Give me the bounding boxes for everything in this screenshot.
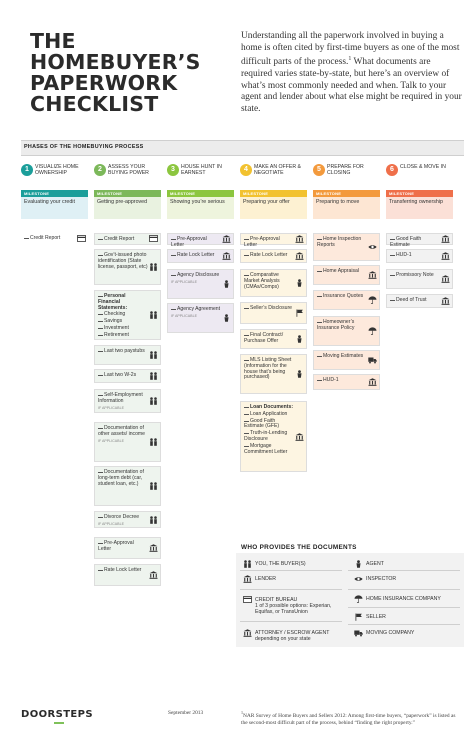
card-icon	[242, 596, 252, 606]
title-line: HOMEBUYER’S	[30, 50, 201, 74]
bank-icon	[441, 275, 450, 283]
logo-underline	[54, 722, 64, 724]
bank-icon	[441, 235, 450, 243]
checklist-item[interactable]: Agency Agreement IF APPLICABLE	[167, 303, 234, 333]
divider	[240, 589, 342, 590]
person-icon	[295, 370, 304, 378]
milestone-header: MILESTONE	[313, 190, 380, 197]
checklist-item[interactable]: Insurance Quotes	[313, 290, 380, 310]
people-icon	[149, 482, 158, 490]
bank-icon	[242, 575, 252, 586]
people-icon	[149, 263, 158, 271]
provider-truck: MOVING COMPANY	[366, 630, 462, 636]
phase-label: HOUSE HUNT IN EARNEST	[181, 164, 222, 177]
publish-date: September 2013	[168, 710, 204, 716]
milestone-text: Showing you’re serious	[167, 197, 234, 219]
title-line: PAPERWORK	[30, 71, 178, 95]
if-applicable-note: IF APPLICABLE	[171, 279, 197, 284]
checklist-item[interactable]: Comparative Market Analysis (CMAs/Comps)	[240, 269, 307, 297]
phase-number: 2	[94, 164, 106, 176]
bank-icon	[222, 252, 231, 260]
checklist-item[interactable]: Agency Disclosure IF APPLICABLE	[167, 269, 234, 299]
umbrella-icon	[368, 296, 377, 304]
umbrella-icon	[353, 595, 363, 606]
checklist-item[interactable]: Pre-Approval Letter	[94, 537, 161, 559]
phases-heading: PHASES OF THE HOMEBUYING PROCESS	[24, 144, 144, 150]
provider-people: YOU, THE BUYER(S)	[255, 561, 345, 567]
person-icon	[295, 335, 304, 343]
phase-label: MAKE AN OFFER & NEGOTIATE	[254, 164, 301, 177]
person-icon	[295, 279, 304, 287]
milestone-header: MILESTONE	[21, 190, 88, 197]
checklist-item[interactable]: Credit Report	[21, 233, 88, 245]
checklist-item[interactable]: Rate Lock Letter	[240, 249, 307, 263]
milestone-header: MILESTONE	[167, 190, 234, 197]
phases-heading-bar	[21, 140, 464, 156]
people-icon	[149, 438, 158, 446]
bank-icon	[222, 235, 231, 243]
milestone-header: MILESTONE	[240, 190, 307, 197]
milestone-header: MILESTONE	[94, 190, 161, 197]
checklist-item[interactable]: Homeowner’s Insurance Policy	[313, 316, 380, 346]
divider	[240, 621, 342, 622]
footnote	[241, 710, 463, 726]
milestone-text: Getting pre-approved	[94, 197, 161, 219]
page-title	[30, 31, 201, 115]
phase-number: 5	[313, 164, 325, 176]
phase-number: 1	[21, 164, 33, 176]
person-icon	[222, 314, 231, 322]
bank-icon	[149, 544, 158, 552]
bank-icon	[368, 271, 377, 279]
checklist-item[interactable]: Good Faith Estimate	[386, 233, 453, 245]
bank-icon	[295, 433, 304, 441]
checklist-item[interactable]: Pre-Approval Letter	[240, 233, 307, 245]
eye-icon	[368, 243, 377, 251]
provider-eye: INSPECTOR	[366, 576, 462, 582]
phase-label: PREPARE FOR CLOSING	[327, 164, 364, 177]
checklist-item[interactable]: Gov’t-issued photo identification (State license, passport, etc)	[94, 249, 161, 285]
checklist-item[interactable]: Deed of Trust	[386, 294, 453, 308]
people-icon	[149, 516, 158, 524]
title-line: CHECKLIST	[30, 92, 159, 116]
provider-card: CREDIT BUREAU 1 of 3 possible options: Experian, Equifax, or TransUnion	[255, 597, 345, 616]
bank-icon	[295, 252, 304, 260]
person-icon	[222, 280, 231, 288]
provider-bank: LENDER	[255, 576, 345, 582]
intro-footnote-ref: 1	[348, 56, 352, 63]
divider	[240, 570, 342, 571]
checklist-item[interactable]: Rate Lock Letter	[167, 249, 234, 263]
provider-person: AGENT	[366, 561, 462, 567]
checklist-item[interactable]: HUD-1	[313, 374, 380, 390]
checklist-item[interactable]: Pre-Approval Letter	[167, 233, 234, 245]
footnote-text: NAR Survey of Home Buyers and Sellers 2012: Among first-time buyers, “paperwork” is listed as the second-most difficult part of the process, behind “finding the right property.”	[241, 712, 456, 726]
checklist-item[interactable]: Credit Report	[94, 233, 161, 245]
checklist-item[interactable]: Rate Lock Letter	[94, 564, 161, 586]
bank-icon	[295, 235, 304, 243]
checklist-item[interactable]: Seller’s Disclosure	[240, 302, 307, 324]
intro-paragraph	[241, 31, 463, 115]
people-icon	[149, 351, 158, 359]
provider-bank: ATTORNEY / ESCROW AGENT depending on your state	[255, 630, 345, 642]
flag-icon	[353, 613, 363, 624]
intro-text-2: What documents are required varies state-by-state, but here’s an overview of what’s most commonly needed and when. Talk to your agent and lender about what else might be required in your state.	[241, 57, 462, 114]
checklist-item[interactable]: Self-Employment Information IF APPLICABLE	[94, 389, 161, 413]
checklist-item[interactable]: Home Inspection Reports	[313, 233, 380, 261]
divider	[348, 607, 460, 608]
people-icon	[149, 397, 158, 405]
checklist-item[interactable]: HUD-1	[386, 249, 453, 263]
phase-number: 6	[386, 164, 398, 176]
checklist-item[interactable]: Divorce Decree IF APPLICABLE	[94, 511, 161, 528]
card-icon	[77, 235, 86, 243]
milestone-text: Preparing to move	[313, 197, 380, 219]
checklist-item[interactable]: Documentation of long-term debt (car, student loan, etc.)	[94, 466, 161, 506]
title-line: THE	[30, 29, 76, 53]
divider	[348, 624, 460, 625]
eye-icon	[353, 575, 363, 586]
doorsteps-logo[interactable]: DOORSTEPS	[21, 709, 93, 720]
divider	[348, 570, 460, 571]
divider	[348, 589, 460, 590]
checklist-item[interactable]: Documentation of other assets/ income IF APPLICABLE	[94, 422, 161, 462]
checklist-item[interactable]: Moving Estimates	[313, 350, 380, 370]
who-provides-title: WHO PROVIDES THE DOCUMENTS	[241, 544, 357, 551]
if-applicable-note: IF APPLICABLE	[171, 313, 197, 318]
umbrella-icon	[368, 327, 377, 335]
bank-icon	[242, 629, 252, 640]
intro-text: Understanding all the paperwork involved in buying a home is often cited by first-time buyers as one of the most difficult parts of the process.	[241, 31, 460, 68]
phase-label: ASSESS YOUR BUYING POWER	[108, 164, 149, 177]
if-applicable-note: IF APPLICABLE	[98, 521, 124, 526]
truck-icon	[368, 356, 377, 364]
provider-umbrella: HOME INSURANCE COMPANY	[366, 596, 462, 602]
flag-icon	[295, 309, 304, 317]
phase-label: CLOSE & MOVE IN	[400, 164, 446, 170]
people-icon	[149, 372, 158, 380]
people-icon	[149, 311, 158, 319]
who-provides-box	[236, 553, 464, 647]
checklist-item[interactable]: Last two W-2s	[94, 369, 161, 383]
checklist-item[interactable]: Last two paystubs	[94, 345, 161, 365]
checklist-item[interactable]: MLS Listing Sheet (information for the house that’s being purchased)	[240, 354, 307, 394]
milestone-text: Transferring ownership	[386, 197, 453, 219]
bank-icon	[441, 297, 450, 305]
footnote-number: 1	[241, 710, 243, 715]
if-applicable-note: IF APPLICABLE	[98, 438, 124, 443]
checklist-item[interactable]: Promissory Note	[386, 269, 453, 289]
bank-icon	[368, 378, 377, 386]
provider-flag: SELLER	[366, 614, 462, 620]
if-applicable-note: IF APPLICABLE	[98, 405, 124, 410]
milestone-text: Preparing your offer	[240, 197, 307, 219]
milestone-header: MILESTONE	[386, 190, 453, 197]
checklist-item[interactable]: Final Contract/ Purchase Offer	[240, 329, 307, 349]
checklist-item[interactable]: Home Appraisal	[313, 265, 380, 285]
bank-icon	[149, 571, 158, 579]
checklist-item[interactable]: Loan Documents: Loan Application Good Faith Estimate (GFE) Truth-in-Lending Disclosure Mortgage Commitment Letter	[240, 401, 307, 472]
phase-label: VISUALIZE HOME OWNERSHIP	[35, 164, 79, 177]
truck-icon	[353, 629, 363, 640]
milestone-text: Evaluating your credit	[21, 197, 88, 219]
bank-icon	[441, 252, 450, 260]
phase-number: 4	[240, 164, 252, 176]
phase-number: 3	[167, 164, 179, 176]
checklist-item[interactable]: Personal Financial Statements: Checking Savings Investment Retirement	[94, 290, 161, 340]
card-icon	[149, 235, 158, 243]
